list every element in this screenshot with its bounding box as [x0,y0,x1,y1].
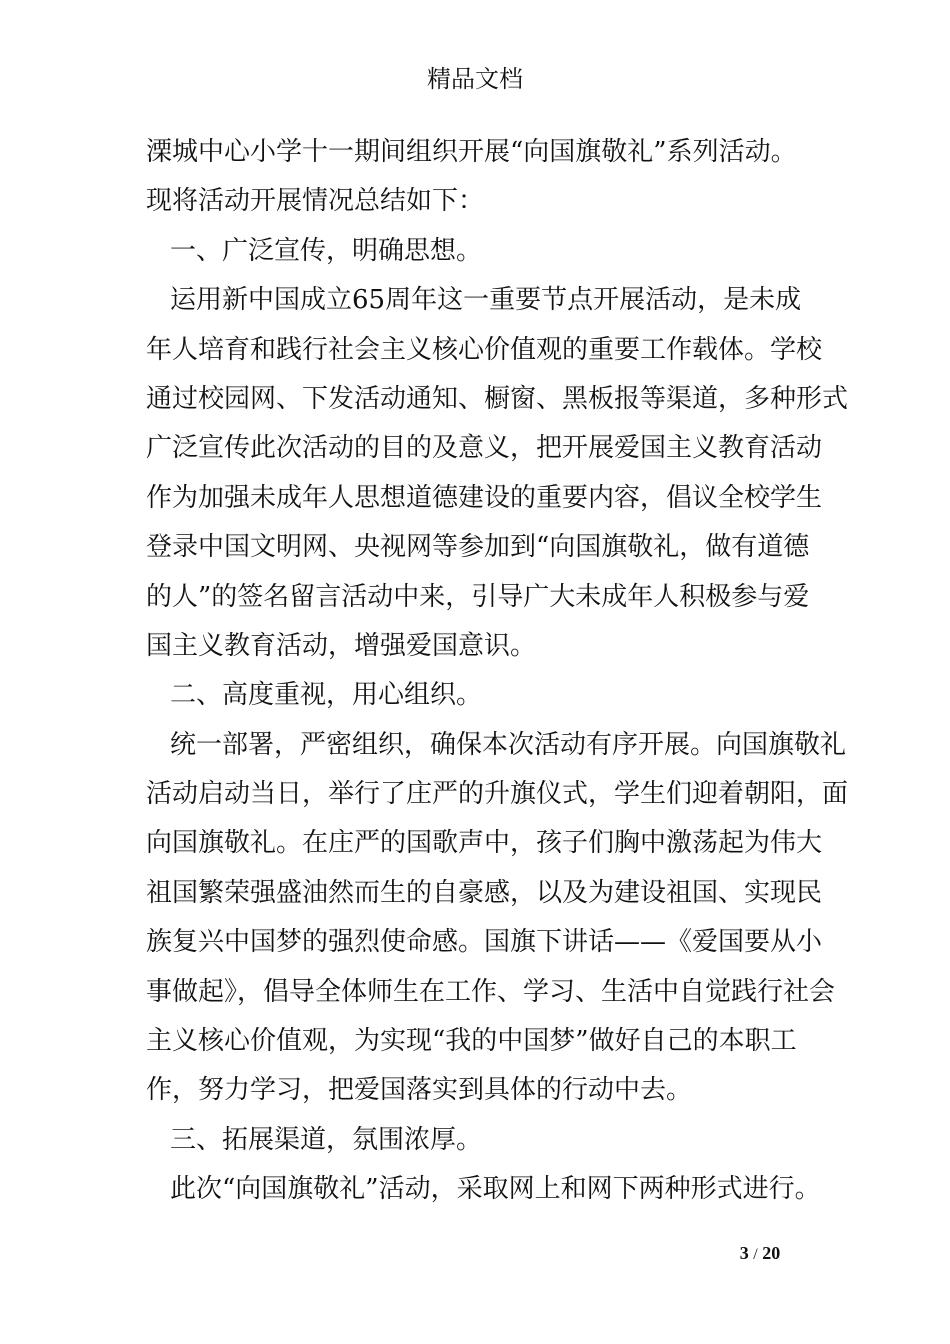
text-line: 作，努力学习，把爱国落实到具体的行动中去。 [146,1075,693,1106]
text-line: 的人”的签名留言活动中来，引导广大未成年人积极参与爱 [146,581,810,612]
text-line: 溧城中心小学十一期间组织开展“向国旗敬礼”系列活动。 [146,137,797,167]
body-text [146,128,849,1215]
text-line: 祖国繁荣强盛油然而生的自豪感，以及为建设祖国、实现民 [146,877,823,908]
page-current: 3 [739,1243,749,1263]
text-line: 族复兴中国梦的强烈使命感。国旗下讲话——《爱国要从小 [146,927,823,958]
section-heading: 一、广泛宣传，明确思想。 [170,235,483,266]
text-line: 作为加强未成年人思想道德建设的重要内容，倡议全校学生 [146,482,823,513]
text-line: 向国旗敬礼。在庄严的国歌声中，孩子们胸中激荡起为伟大 [146,828,823,859]
text-line: 广泛宣传此次活动的目的及意义，把开展爱国主义教育活动 [146,433,823,464]
text-line: 统一部署，严密组织，确保本次活动有序开展。向国旗敬礼 [170,729,847,760]
text-line: 运用新中国成立65周年这一重要节点开展活动，是未成 [170,285,802,316]
section-heading: 三、拓展渠道，氛围浓厚。 [170,1124,483,1155]
page-header: 精品文档 [427,65,523,93]
text-line: 主义核心价值观，为实现“我的中国梦”做好自己的本职工 [146,1026,797,1057]
text-line: 现将活动开展情况总结如下： [146,186,485,217]
page-total: 20 [762,1243,781,1263]
text-line: 活动启动当日，举行了庄严的升旗仪式，学生们迎着朝阳，面 [146,779,849,810]
text-line: 登录中国文明网、央视网等参加到“向国旗敬礼，做有道德 [146,532,810,563]
section-heading: 二、高度重视，用心组织。 [170,680,483,711]
text-line: 事做起》，倡导全体师生在工作、学习、生活中自觉践行社会 [146,976,836,1007]
text-line: 此次“向国旗敬礼”活动，采取网上和网下两种形式进行。 [170,1174,821,1205]
page-number [700,1241,820,1267]
text-line: 国主义教育活动，增强爱国意识。 [146,630,537,661]
text-line: 通过校园网、下发活动通知、橱窗、黑板报等渠道，多种形式 [146,383,849,414]
text-line: 年人培育和践行社会主义核心价值观的重要工作载体。学校 [146,334,823,365]
page-separator: / [753,1246,758,1263]
